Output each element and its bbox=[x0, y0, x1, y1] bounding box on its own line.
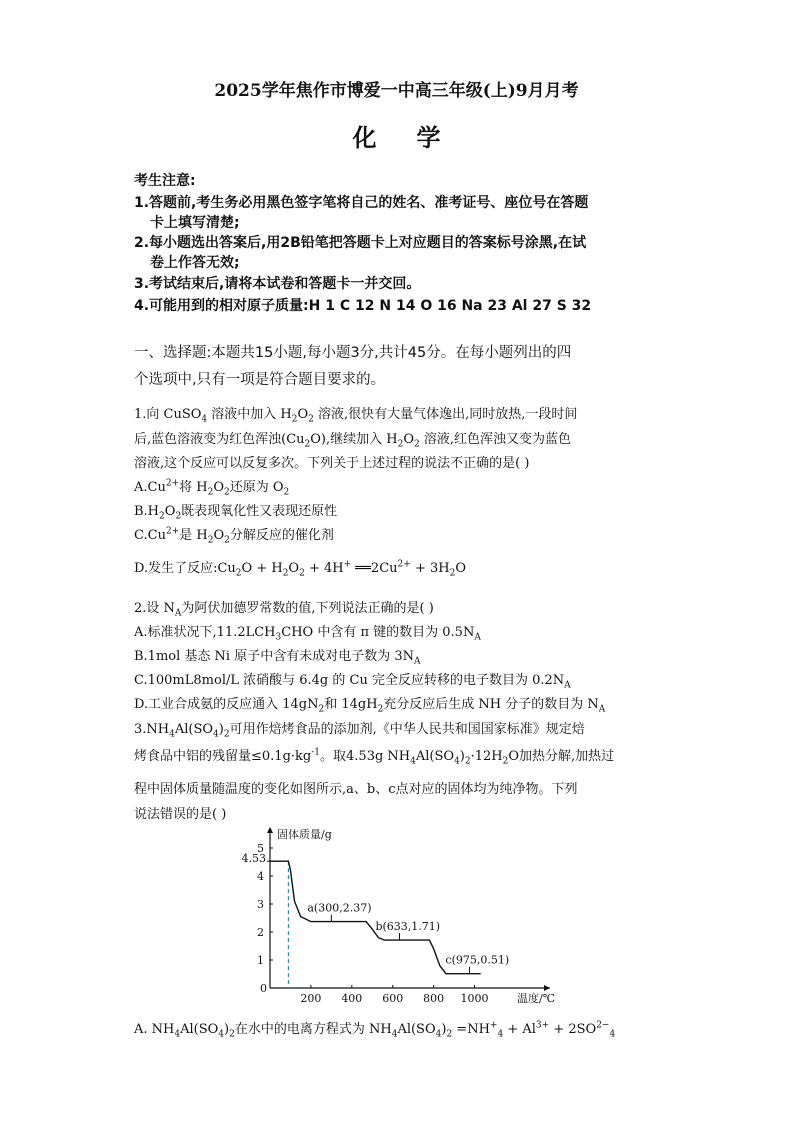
x-axis-arrow bbox=[544, 985, 550, 991]
exam-title: 2025学年焦作市博爱一中高三年级(上)9月月考 bbox=[214, 81, 579, 101]
section-heading-cont: 个选项中,只有一项是符合题目要求的。 bbox=[134, 372, 386, 388]
notice-line: 卡上填写清楚; bbox=[150, 215, 240, 231]
q3-option-a: A. $NH_4Al(SO_4)_2$在水中的电离方程式为 $NH_4Al(SO_4)_2 =NH^+_4 + Al^{3+} + 2SO^{2-}_4$ bbox=[134, 1020, 616, 1040]
x-axis-label: 温度/℃ bbox=[517, 992, 556, 1005]
notice-line: 3.考试结束后,请将本试卷和答题卡一并交回。 bbox=[134, 276, 421, 292]
y-axis-arrow bbox=[267, 827, 273, 833]
y-tick-label: 2 bbox=[257, 926, 264, 939]
x-tick-label: 400 bbox=[341, 992, 363, 1005]
q2-stem: 2.设 $N_A$为阿伏加德罗常数的值,下列说法正确的是( ) bbox=[134, 601, 434, 619]
q1-option-a: $A.Cu^{2+}$将 $H_2O_2$还原为 $O_2$ bbox=[134, 478, 290, 498]
q3-stem-line: $3.NH_4Al(SO_4)_2$可用作焙烤食品的添加剂,《中华人民共和国国家标准》规定焙 bbox=[134, 722, 585, 740]
q1-stem-line: 溶液,这个反应可以反复多次。下列关于上述过程的说法不正确的是( ) bbox=[134, 456, 530, 471]
q3-stem-line: 烤食品中铝的残留量$\le 0.1g\cdot kg^{-1}$。取4.53g $NH_4Al(SO_4)_2\cdot 12H_2O$加热分解,加热过 bbox=[134, 747, 615, 767]
y-tick-label: 3 bbox=[257, 898, 264, 911]
notice-line: 2.每小题选出答案后,用2B铅笔把答题卡上对应题目的答案标号涂黑,在试 bbox=[134, 235, 587, 251]
q1-option-b: $B.H_2O_2$既表现氧化性又表现还原性 bbox=[134, 504, 338, 522]
x-tick-label: 800 bbox=[423, 992, 445, 1005]
y-axis-label: 固体质量/g bbox=[277, 828, 332, 841]
notice-heading: 考生注意: bbox=[134, 173, 196, 189]
q1-option-c: $C.Cu^{2+}$是 $H_2O_2$分解反应的催化剂 bbox=[134, 526, 334, 546]
notice-line: 1.答题前,考生务必用黑色签字笔将自己的姓名、准考证号、座位号在答题 bbox=[134, 195, 589, 211]
q1-stem-line: 1.向 CuSO$_4$ 溶液中加入 $H_2O_2$ 溶液,很快有大量气体逸出,同时放热,一段时间 bbox=[134, 407, 578, 425]
q2-option-b: B.1mol 基态 Ni 原子中含有未成对电子数为 $3N_A$ bbox=[134, 649, 421, 667]
x-tick-label: 1000 bbox=[460, 992, 489, 1005]
q2-option-a: A.标准状况下$,11.2LCH_3CHO$ 中含有 π 键的数目为 $0.5N_A$ bbox=[134, 625, 481, 643]
point-label: b(633,1.71) bbox=[375, 920, 441, 934]
origin-label: 0 bbox=[260, 982, 267, 995]
x-tick-label: 600 bbox=[382, 992, 404, 1005]
thermogravimetric-chart bbox=[240, 823, 580, 1008]
point-label: a(300,2.37) bbox=[307, 901, 372, 915]
y-start-value-label: 4.53 bbox=[241, 852, 266, 866]
q3-stem-line: 说法错误的是( ) bbox=[134, 807, 227, 822]
q1-stem-line: 后,蓝色溶液变为红色浑浊$(Cu_2O)$,继续加入 $H_2O_2$ 溶液,红色浑浊又变为蓝色 bbox=[134, 432, 572, 450]
x-tick-label: 200 bbox=[300, 992, 322, 1005]
notice-line: 4.可能用到的相对原子质量:H 1 C 12 N 14 O 16 Na 23 Al 27 S 32 bbox=[134, 298, 592, 314]
q3-stem-line: 程中固体质量随温度的变化如图所示,a、b、c点对应的固体均为纯净物。下列 bbox=[134, 782, 578, 797]
q1-option-d: D.发生了反应$:Cu_2O + H_2O_2 + 4H^+$ $══2Cu^{2+} + 3H_2O$ bbox=[134, 559, 466, 579]
subject-title: 化学 bbox=[352, 123, 481, 152]
q2-option-c: C.100mL8mol/L 浓硝酸与 6.4g 的 Cu 完全反应转移的电子数目为 $0.2N_A$ bbox=[134, 673, 571, 691]
section-heading: 一、选择题:本题共15小题,每小题3分,共计45分。在每小题列出的四 bbox=[134, 345, 572, 361]
y-tick-label: 1 bbox=[257, 954, 264, 967]
q2-option-d: D.工业合成氨的反应通入 $14gN_2$和 $14gH_2$充分反应后生成 NH 分子的数目为 $N_A$ bbox=[134, 697, 606, 715]
y-tick-label: 5 bbox=[257, 842, 264, 855]
notice-line: 卷上作答无效; bbox=[150, 255, 240, 271]
point-label: c(975,0.51) bbox=[445, 953, 510, 967]
y-tick-label: 4 bbox=[257, 870, 264, 883]
